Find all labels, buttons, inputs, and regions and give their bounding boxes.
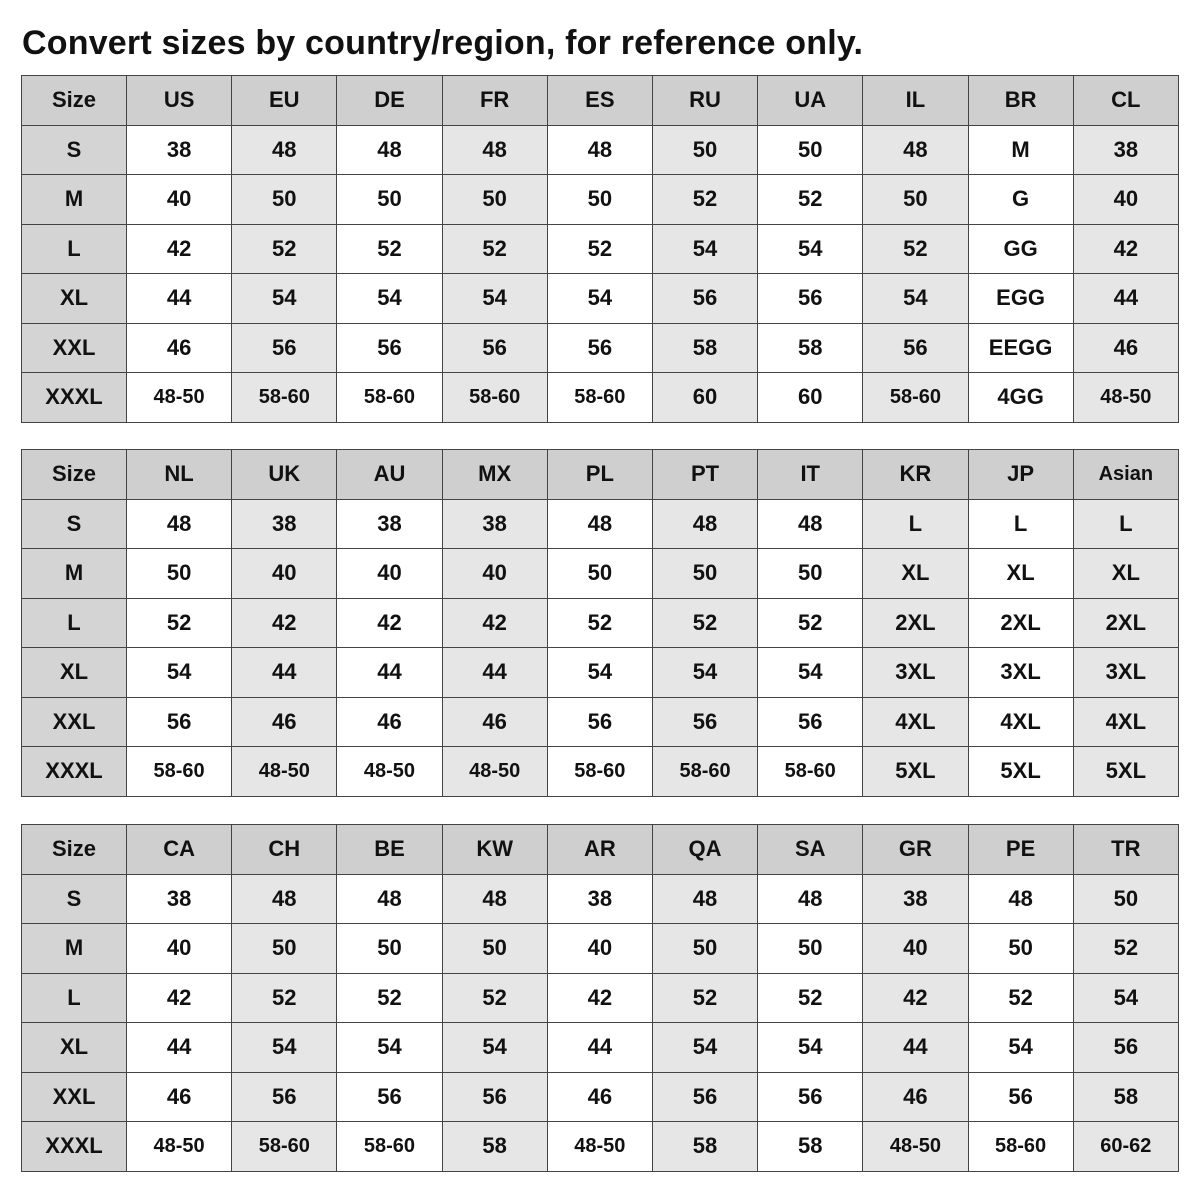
table-row	[22, 125, 1179, 175]
size-value-cell: 48	[758, 499, 863, 549]
size-value-cell: 58-60	[547, 373, 652, 423]
size-value-cell: 42	[863, 973, 968, 1023]
size-value-cell: 48	[547, 499, 652, 549]
table-row	[22, 874, 1179, 924]
size-value-cell: 5XL	[863, 747, 968, 797]
size-value-cell: 50	[547, 175, 652, 225]
size-value-cell: 56	[758, 274, 863, 324]
size-value-cell: 50	[758, 549, 863, 599]
size-label-cell: S	[22, 499, 127, 549]
table-row	[22, 598, 1179, 648]
table-row	[22, 224, 1179, 274]
size-label-cell: S	[22, 125, 127, 175]
size-value-cell: 50	[442, 924, 547, 974]
size-value-cell: 38	[1073, 125, 1178, 175]
size-value-cell: 54	[232, 1023, 337, 1073]
size-value-cell: 48	[652, 874, 757, 924]
country-header-cell: UA	[758, 76, 863, 126]
size-value-cell: 54	[758, 1023, 863, 1073]
size-value-cell: 54	[1073, 973, 1178, 1023]
size-value-cell: 50	[652, 549, 757, 599]
table-row	[22, 697, 1179, 747]
size-value-cell: 52	[652, 175, 757, 225]
size-value-cell: 40	[127, 924, 232, 974]
country-header-cell: PE	[968, 825, 1073, 875]
country-header-cell: NL	[127, 450, 232, 500]
size-value-cell: 54	[863, 274, 968, 324]
size-label-cell: XL	[22, 648, 127, 698]
size-header-cell: Size	[22, 825, 127, 875]
size-value-cell: 52	[127, 598, 232, 648]
country-header-cell: PT	[652, 450, 757, 500]
size-value-cell: XL	[1073, 549, 1178, 599]
page-title: Convert sizes by country/region, for reference only.	[22, 24, 864, 62]
size-value-cell: 54	[442, 1023, 547, 1073]
size-value-cell: 56	[232, 1072, 337, 1122]
size-value-cell: 58-60	[547, 747, 652, 797]
size-value-cell: 54	[652, 1023, 757, 1073]
table-row	[22, 175, 1179, 225]
size-value-cell: 50	[337, 924, 442, 974]
size-value-cell: 52	[547, 224, 652, 274]
size-label-cell: XXL	[22, 1072, 127, 1122]
size-value-cell: 40	[337, 549, 442, 599]
size-value-cell: 56	[1073, 1023, 1178, 1073]
country-header-cell: SA	[758, 825, 863, 875]
size-value-cell: 4XL	[968, 697, 1073, 747]
size-value-cell: 50	[337, 175, 442, 225]
size-label-cell: L	[22, 224, 127, 274]
size-label-cell: XXXL	[22, 747, 127, 797]
size-value-cell: 48-50	[232, 747, 337, 797]
size-value-cell: 52	[968, 973, 1073, 1023]
size-value-cell: 58-60	[968, 1122, 1073, 1172]
size-value-cell: 48	[547, 125, 652, 175]
size-value-cell: 46	[232, 697, 337, 747]
size-header-cell: Size	[22, 450, 127, 500]
country-header-cell: GR	[863, 825, 968, 875]
country-header-cell: QA	[652, 825, 757, 875]
size-value-cell: 50	[968, 924, 1073, 974]
size-value-cell: 44	[127, 274, 232, 324]
size-value-cell: 48	[127, 499, 232, 549]
size-conversion-table-3	[21, 824, 1179, 1172]
size-value-cell: 58-60	[232, 1122, 337, 1172]
size-value-cell: 48	[863, 125, 968, 175]
table-row	[22, 323, 1179, 373]
table-row	[22, 499, 1179, 549]
size-value-cell: 52	[652, 973, 757, 1023]
country-header-cell: MX	[442, 450, 547, 500]
size-value-cell: 50	[127, 549, 232, 599]
header-row	[22, 76, 1179, 126]
size-value-cell: 44	[863, 1023, 968, 1073]
country-header-cell: RU	[652, 76, 757, 126]
size-value-cell: 54	[547, 274, 652, 324]
size-value-cell: 54	[758, 224, 863, 274]
country-header-cell: UK	[232, 450, 337, 500]
country-header-cell: EU	[232, 76, 337, 126]
size-value-cell: 46	[127, 323, 232, 373]
size-label-cell: XL	[22, 274, 127, 324]
size-value-cell: 52	[442, 224, 547, 274]
header-row	[22, 825, 1179, 875]
size-value-cell: 46	[863, 1072, 968, 1122]
size-value-cell: 48-50	[863, 1122, 968, 1172]
size-value-cell: 56	[758, 697, 863, 747]
size-value-cell: 58	[652, 1122, 757, 1172]
table-row	[22, 973, 1179, 1023]
size-value-cell: 48	[337, 125, 442, 175]
size-value-cell: 4XL	[863, 697, 968, 747]
size-value-cell: 4GG	[968, 373, 1073, 423]
size-value-cell: 50	[232, 924, 337, 974]
table-row	[22, 747, 1179, 797]
size-value-cell: 44	[337, 648, 442, 698]
size-label-cell: S	[22, 874, 127, 924]
size-value-cell: 38	[442, 499, 547, 549]
country-header-cell: TR	[1073, 825, 1178, 875]
size-label-cell: XL	[22, 1023, 127, 1073]
size-value-cell: 50	[547, 549, 652, 599]
size-value-cell: 48	[442, 125, 547, 175]
size-value-cell: 48	[232, 125, 337, 175]
size-value-cell: 40	[547, 924, 652, 974]
size-label-cell: M	[22, 924, 127, 974]
country-header-cell: KR	[863, 450, 968, 500]
country-header-cell: FR	[442, 76, 547, 126]
size-value-cell: 56	[652, 274, 757, 324]
table-row	[22, 1023, 1179, 1073]
country-header-cell: AU	[337, 450, 442, 500]
country-header-cell: PL	[547, 450, 652, 500]
size-value-cell: 42	[1073, 224, 1178, 274]
size-value-cell: 58-60	[337, 1122, 442, 1172]
size-value-cell: 46	[127, 1072, 232, 1122]
size-value-cell: 56	[863, 323, 968, 373]
size-value-cell: 48	[758, 874, 863, 924]
size-value-cell: XL	[968, 549, 1073, 599]
table-row	[22, 373, 1179, 423]
table-row	[22, 648, 1179, 698]
size-value-cell: 58	[1073, 1072, 1178, 1122]
size-value-cell: 56	[652, 697, 757, 747]
size-value-cell: 54	[127, 648, 232, 698]
country-header-cell: Asian	[1073, 450, 1178, 500]
size-value-cell: 54	[758, 648, 863, 698]
size-value-cell: EGG	[968, 274, 1073, 324]
size-value-cell: 58	[758, 323, 863, 373]
size-value-cell: 54	[232, 274, 337, 324]
size-value-cell: 52	[758, 598, 863, 648]
size-value-cell: 48-50	[127, 1122, 232, 1172]
size-value-cell: 38	[337, 499, 442, 549]
size-value-cell: 2XL	[968, 598, 1073, 648]
size-value-cell: 48	[337, 874, 442, 924]
size-value-cell: 46	[547, 1072, 652, 1122]
size-value-cell: GG	[968, 224, 1073, 274]
size-value-cell: 50	[1073, 874, 1178, 924]
size-label-cell: L	[22, 973, 127, 1023]
size-value-cell: 56	[127, 697, 232, 747]
size-label-cell: XXL	[22, 697, 127, 747]
country-header-cell: BE	[337, 825, 442, 875]
size-value-cell: 46	[442, 697, 547, 747]
size-value-cell: 50	[652, 125, 757, 175]
size-value-cell: 50	[652, 924, 757, 974]
size-value-cell: 56	[337, 1072, 442, 1122]
size-conversion-table-2	[21, 449, 1179, 797]
size-label-cell: XXXL	[22, 1122, 127, 1172]
table-row	[22, 1122, 1179, 1172]
size-value-cell: 3XL	[1073, 648, 1178, 698]
size-value-cell: 48-50	[442, 747, 547, 797]
size-value-cell: 48-50	[547, 1122, 652, 1172]
size-value-cell: EEGG	[968, 323, 1073, 373]
size-value-cell: 42	[337, 598, 442, 648]
size-value-cell: 42	[127, 224, 232, 274]
size-value-cell: 5XL	[968, 747, 1073, 797]
size-value-cell: 58-60	[442, 373, 547, 423]
size-value-cell: 54	[652, 648, 757, 698]
size-value-cell: 58	[652, 323, 757, 373]
size-value-cell: 50	[232, 175, 337, 225]
country-header-cell: US	[127, 76, 232, 126]
size-value-cell: 42	[442, 598, 547, 648]
size-value-cell: 56	[442, 323, 547, 373]
size-value-cell: 38	[863, 874, 968, 924]
size-value-cell: 52	[652, 598, 757, 648]
size-value-cell: 60	[758, 373, 863, 423]
country-header-cell: JP	[968, 450, 1073, 500]
size-value-cell: 44	[127, 1023, 232, 1073]
size-label-cell: XXL	[22, 323, 127, 373]
size-value-cell: 52	[337, 973, 442, 1023]
size-value-cell: 44	[547, 1023, 652, 1073]
size-value-cell: 50	[863, 175, 968, 225]
size-value-cell: 3XL	[863, 648, 968, 698]
size-label-cell: M	[22, 175, 127, 225]
size-value-cell: 56	[547, 697, 652, 747]
size-value-cell: 52	[758, 973, 863, 1023]
size-value-cell: 48-50	[127, 373, 232, 423]
size-value-cell: 40	[1073, 175, 1178, 225]
table-row	[22, 549, 1179, 599]
size-label-cell: XXXL	[22, 373, 127, 423]
header-row	[22, 450, 1179, 500]
size-value-cell: 44	[1073, 274, 1178, 324]
size-value-cell: 56	[232, 323, 337, 373]
size-value-cell: G	[968, 175, 1073, 225]
country-header-cell: CA	[127, 825, 232, 875]
size-value-cell: L	[1073, 499, 1178, 549]
country-header-cell: DE	[337, 76, 442, 126]
size-value-cell: 48	[442, 874, 547, 924]
size-value-cell: 56	[968, 1072, 1073, 1122]
size-value-cell: 54	[652, 224, 757, 274]
size-value-cell: 54	[337, 1023, 442, 1073]
size-value-cell: 2XL	[863, 598, 968, 648]
table-row	[22, 1072, 1179, 1122]
size-value-cell: 60	[652, 373, 757, 423]
size-value-cell: 52	[232, 224, 337, 274]
country-header-cell: CL	[1073, 76, 1178, 126]
size-label-cell: M	[22, 549, 127, 599]
size-value-cell: 54	[442, 274, 547, 324]
country-header-cell: CH	[232, 825, 337, 875]
table-row	[22, 924, 1179, 974]
size-value-cell: 40	[232, 549, 337, 599]
size-value-cell: 48	[652, 499, 757, 549]
size-value-cell: 40	[127, 175, 232, 225]
size-value-cell: 48-50	[1073, 373, 1178, 423]
size-value-cell: L	[968, 499, 1073, 549]
size-value-cell: 58-60	[232, 373, 337, 423]
size-value-cell: 52	[442, 973, 547, 1023]
size-value-cell: 50	[758, 125, 863, 175]
size-header-cell: Size	[22, 76, 127, 126]
size-value-cell: 58-60	[652, 747, 757, 797]
size-value-cell: 40	[863, 924, 968, 974]
size-value-cell: 58	[442, 1122, 547, 1172]
size-value-cell: 56	[547, 323, 652, 373]
size-value-cell: 2XL	[1073, 598, 1178, 648]
size-value-cell: 4XL	[1073, 697, 1178, 747]
size-value-cell: 42	[547, 973, 652, 1023]
size-value-cell: 48	[232, 874, 337, 924]
size-value-cell: 48-50	[337, 747, 442, 797]
size-conversion-table-1	[21, 75, 1179, 423]
size-value-cell: 46	[1073, 323, 1178, 373]
size-value-cell: 52	[758, 175, 863, 225]
country-header-cell: KW	[442, 825, 547, 875]
size-value-cell: 3XL	[968, 648, 1073, 698]
size-value-cell: 56	[337, 323, 442, 373]
size-value-cell: 60-62	[1073, 1122, 1178, 1172]
size-value-cell: 50	[758, 924, 863, 974]
size-value-cell: 40	[442, 549, 547, 599]
size-value-cell: M	[968, 125, 1073, 175]
size-value-cell: XL	[863, 549, 968, 599]
size-value-cell: 52	[547, 598, 652, 648]
size-value-cell: 56	[652, 1072, 757, 1122]
size-value-cell: 38	[127, 874, 232, 924]
size-value-cell: 58-60	[758, 747, 863, 797]
size-value-cell: 42	[232, 598, 337, 648]
table-row	[22, 274, 1179, 324]
size-value-cell: 52	[232, 973, 337, 1023]
size-value-cell: 42	[127, 973, 232, 1023]
size-value-cell: 56	[442, 1072, 547, 1122]
size-value-cell: 58-60	[337, 373, 442, 423]
size-value-cell: 58-60	[863, 373, 968, 423]
country-header-cell: AR	[547, 825, 652, 875]
size-value-cell: 58	[758, 1122, 863, 1172]
size-value-cell: 52	[863, 224, 968, 274]
size-value-cell: 44	[442, 648, 547, 698]
size-value-cell: 46	[337, 697, 442, 747]
country-header-cell: ES	[547, 76, 652, 126]
size-value-cell: 50	[442, 175, 547, 225]
size-value-cell: 38	[547, 874, 652, 924]
country-header-cell: BR	[968, 76, 1073, 126]
country-header-cell: IL	[863, 76, 968, 126]
size-value-cell: 38	[232, 499, 337, 549]
size-value-cell: 38	[127, 125, 232, 175]
country-header-cell: IT	[758, 450, 863, 500]
size-value-cell: L	[863, 499, 968, 549]
size-value-cell: 5XL	[1073, 747, 1178, 797]
size-value-cell: 52	[337, 224, 442, 274]
size-value-cell: 58-60	[127, 747, 232, 797]
size-value-cell: 54	[968, 1023, 1073, 1073]
size-label-cell: L	[22, 598, 127, 648]
size-value-cell: 52	[1073, 924, 1178, 974]
size-value-cell: 54	[547, 648, 652, 698]
size-value-cell: 56	[758, 1072, 863, 1122]
size-value-cell: 48	[968, 874, 1073, 924]
size-value-cell: 54	[337, 274, 442, 324]
size-value-cell: 44	[232, 648, 337, 698]
